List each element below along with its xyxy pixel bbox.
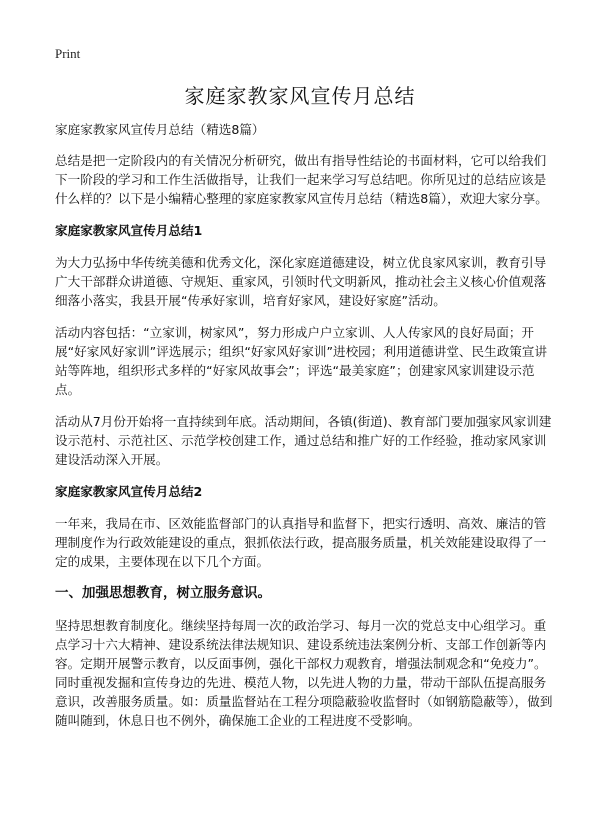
section-heading-1: 家庭家教家风宣传月总结1 bbox=[55, 223, 203, 238]
print-label[interactable]: Print bbox=[55, 46, 81, 61]
section-1-paragraph-2: 活动内容包括：“立家训，树家风”，努力形成户户立家训、人人传家风的良好局面；开展“好家风好家训”评选展示；组织“好家风好家训”进校园；利用道德讲堂、民生政策宣讲站等阵地，组织形式多样的“好家风故事会”；评选“最美家庭”；创建家风家训建设示范点。 bbox=[55, 325, 548, 397]
intro-paragraph: 总结是把一定阶段内的有关情况分析研究，做出有指导性结论的书面材料，它可以给我们下一阶段的学习和工作生活做指导，让我们一起来学习写总结吧。你所见过的总结应该是什么样的？以下是小编精心整理的家庭家教家风宣传月总结（精选8篇），欢迎大家分享。 bbox=[55, 153, 548, 206]
document-body bbox=[55, 120, 555, 743]
section-1-paragraph-3: 活动从7月份开始将一直持续到年底。活动期间，各镇(街道)、教育部门要加强家风家训建设示范村、示范社区、示范学校创建工作，通过总结和推广好的工作经验，推动家风家训建设活动深入开展。 bbox=[55, 414, 552, 467]
section-heading-2: 家庭家教家风宣传月总结2 bbox=[55, 484, 203, 499]
section-2-paragraph-1: 一年来，我局在市、区效能监督部门的认真指导和监督下，把实行透明、高效、廉洁的管理制度作为行政效能建设的重点，狠抓依法行政，提高服务质量，机关效能建设取得了一定的成果，主要体现在以下几个方面。 bbox=[55, 516, 547, 569]
section-2-subheading: 一、加强思想教育，树立服务意识。 bbox=[55, 585, 271, 601]
document-subtitle: 家庭家教家风宣传月总结（精选8篇） bbox=[55, 122, 265, 137]
page-title: 家庭家教家风宣传月总结 bbox=[184, 84, 416, 108]
section-2-sub-paragraph-1: 坚持思想教育制度化。继续坚持每周一次的政治学习、每月一次的党总支中心组学习。重点学习十六大精神、建设系统法律法规知识、建设系统违法案例分析、支部工作创新等内容。定期开展警示教育，以反面事例，强化干部权力观教育，增强法制观念和“免疫力”。同时重视发掘和宣传身边的先进、模范人物，以先进人物的力量，带动干部队伍提高服务意识，改善服务质量。如：质量监督站在工程分项隐蔽验收监督时（如钢筋隐蔽等），做到随叫随到，休息日也不例外，确保施工企业的工程进度不受影响。 bbox=[55, 618, 553, 728]
section-1-paragraph-1: 为大力弘扬中华传统美德和优秀文化，深化家庭道德建设，树立优良家风家训，教育引导广大干部群众讲道德、守规矩、重家风，引领时代文明新风，推动社会主义核心价值观落细落小落实，我县开展“传承好家训，培育好家风，建设好家庭”活动。 bbox=[55, 255, 547, 308]
